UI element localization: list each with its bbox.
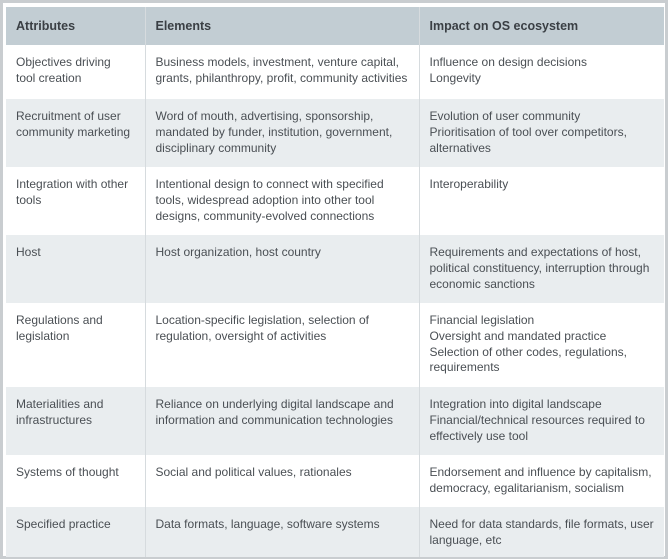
attribute-cell: [6, 167, 145, 235]
elements-cell: [145, 99, 419, 167]
cell-line: Endorsement and influence by capitalism,: [429, 465, 652, 479]
cell-line: democracy, egalitarianism, socialism: [429, 480, 625, 495]
cell-line: regulation, oversight of activities: [155, 328, 327, 343]
cell-line: economic sanctions: [429, 276, 535, 291]
elements-cell: [145, 387, 419, 455]
cell-line: Materialities and: [16, 397, 104, 411]
cell-line: Specified practice: [16, 517, 111, 531]
table-row: [6, 99, 664, 167]
elements-cell: [145, 507, 419, 557]
table-row: [6, 45, 664, 99]
cell-line: Influence on design decisions: [429, 55, 587, 69]
attribute-cell: [6, 455, 145, 507]
header-elements: Elements: [145, 7, 419, 45]
cell-line: Data formats, language, software systems: [155, 517, 380, 531]
impact-cell: [419, 387, 664, 455]
cell-line: Systems of thought: [16, 465, 119, 479]
header-attributes: Attributes: [6, 7, 145, 45]
cell-line: community marketing: [16, 124, 131, 139]
attribute-cell: [6, 303, 145, 387]
table-row: [6, 167, 664, 235]
impact-cell: [419, 99, 664, 167]
cell-line: information and communication technologies: [155, 412, 393, 427]
cell-line: tools: [16, 192, 42, 207]
cell-line: Integration into digital landscape: [429, 397, 602, 411]
cell-line: Selection of other codes, regulations,: [429, 344, 627, 359]
cell-line: legislation: [16, 328, 70, 343]
table-row: [6, 507, 664, 557]
os-ecosystem-table: [6, 7, 664, 557]
attribute-cell: [6, 99, 145, 167]
cell-line: Regulations and: [16, 313, 103, 327]
cell-line: mandated by funder, institution, government,: [155, 124, 393, 139]
impact-cell: [419, 235, 664, 303]
cell-line: tool creation: [16, 70, 82, 85]
table-row: [6, 387, 664, 455]
header-impact: Impact on OS ecosystem: [419, 7, 664, 45]
cell-line: Reliance on underlying digital landscape and: [155, 397, 394, 411]
cell-line: disciplinary community: [155, 140, 277, 155]
impact-cell: [419, 45, 664, 99]
cell-line: Business models, investment, venture capital,: [155, 55, 399, 69]
header-row: [6, 7, 664, 45]
elements-cell: [145, 303, 419, 387]
cell-line: alternatives: [429, 140, 491, 155]
cell-line: Word of mouth, advertising, sponsorship,: [155, 109, 374, 123]
cell-line: Financial/technical resources required to: [429, 412, 645, 427]
cell-line: Host: [16, 245, 41, 259]
cell-line: Interoperability: [429, 177, 509, 191]
impact-cell: [419, 167, 664, 235]
cell-line: Longevity: [429, 70, 481, 85]
cell-line: Need for data standards, file formats, user: [429, 517, 654, 531]
attribute-cell: [6, 45, 145, 99]
elements-cell: [145, 235, 419, 303]
cell-line: Objectives driving: [16, 55, 111, 69]
cell-line: Integration with other: [16, 177, 129, 191]
elements-cell: [145, 455, 419, 507]
cell-line: tools, widespread adoption into other tool: [155, 192, 375, 207]
elements-cell: [145, 167, 419, 235]
cell-line: Location-specific legislation, selection of: [155, 313, 369, 327]
attribute-cell: [6, 507, 145, 557]
impact-cell: [419, 507, 664, 557]
cell-line: infrastructures: [16, 412, 93, 427]
table-row: [6, 455, 664, 507]
cell-line: Intentional design to connect with specified: [155, 177, 384, 191]
elements-cell: [145, 45, 419, 99]
cell-line: Host organization, host country: [155, 245, 321, 259]
impact-cell: [419, 455, 664, 507]
impact-cell: [419, 303, 664, 387]
attribute-cell: [6, 387, 145, 455]
cell-line: requirements: [429, 360, 500, 375]
cell-line: Prioritisation of tool over competitors,: [429, 124, 627, 139]
cell-line: Requirements and expectations of host,: [429, 245, 641, 259]
table-body: [6, 45, 664, 557]
cell-line: Financial legislation: [429, 313, 535, 327]
cell-line: Social and political values, rationales: [155, 465, 352, 479]
cell-line: language, etc: [429, 532, 502, 547]
cell-line: Evolution of user community: [429, 109, 581, 123]
cell-line: designs, community-evolved connections: [155, 208, 375, 223]
cell-line: Oversight and mandated practice: [429, 328, 607, 343]
cell-line: effectively use tool: [429, 428, 529, 443]
attribute-cell: [6, 235, 145, 303]
cell-line: grants, philanthropy, profit, community activities: [155, 70, 408, 85]
table-row: [6, 235, 664, 303]
table-row: [6, 303, 664, 387]
cell-line: political constituency, interruption through: [429, 260, 650, 275]
cell-line: Recruitment of user: [16, 109, 121, 123]
